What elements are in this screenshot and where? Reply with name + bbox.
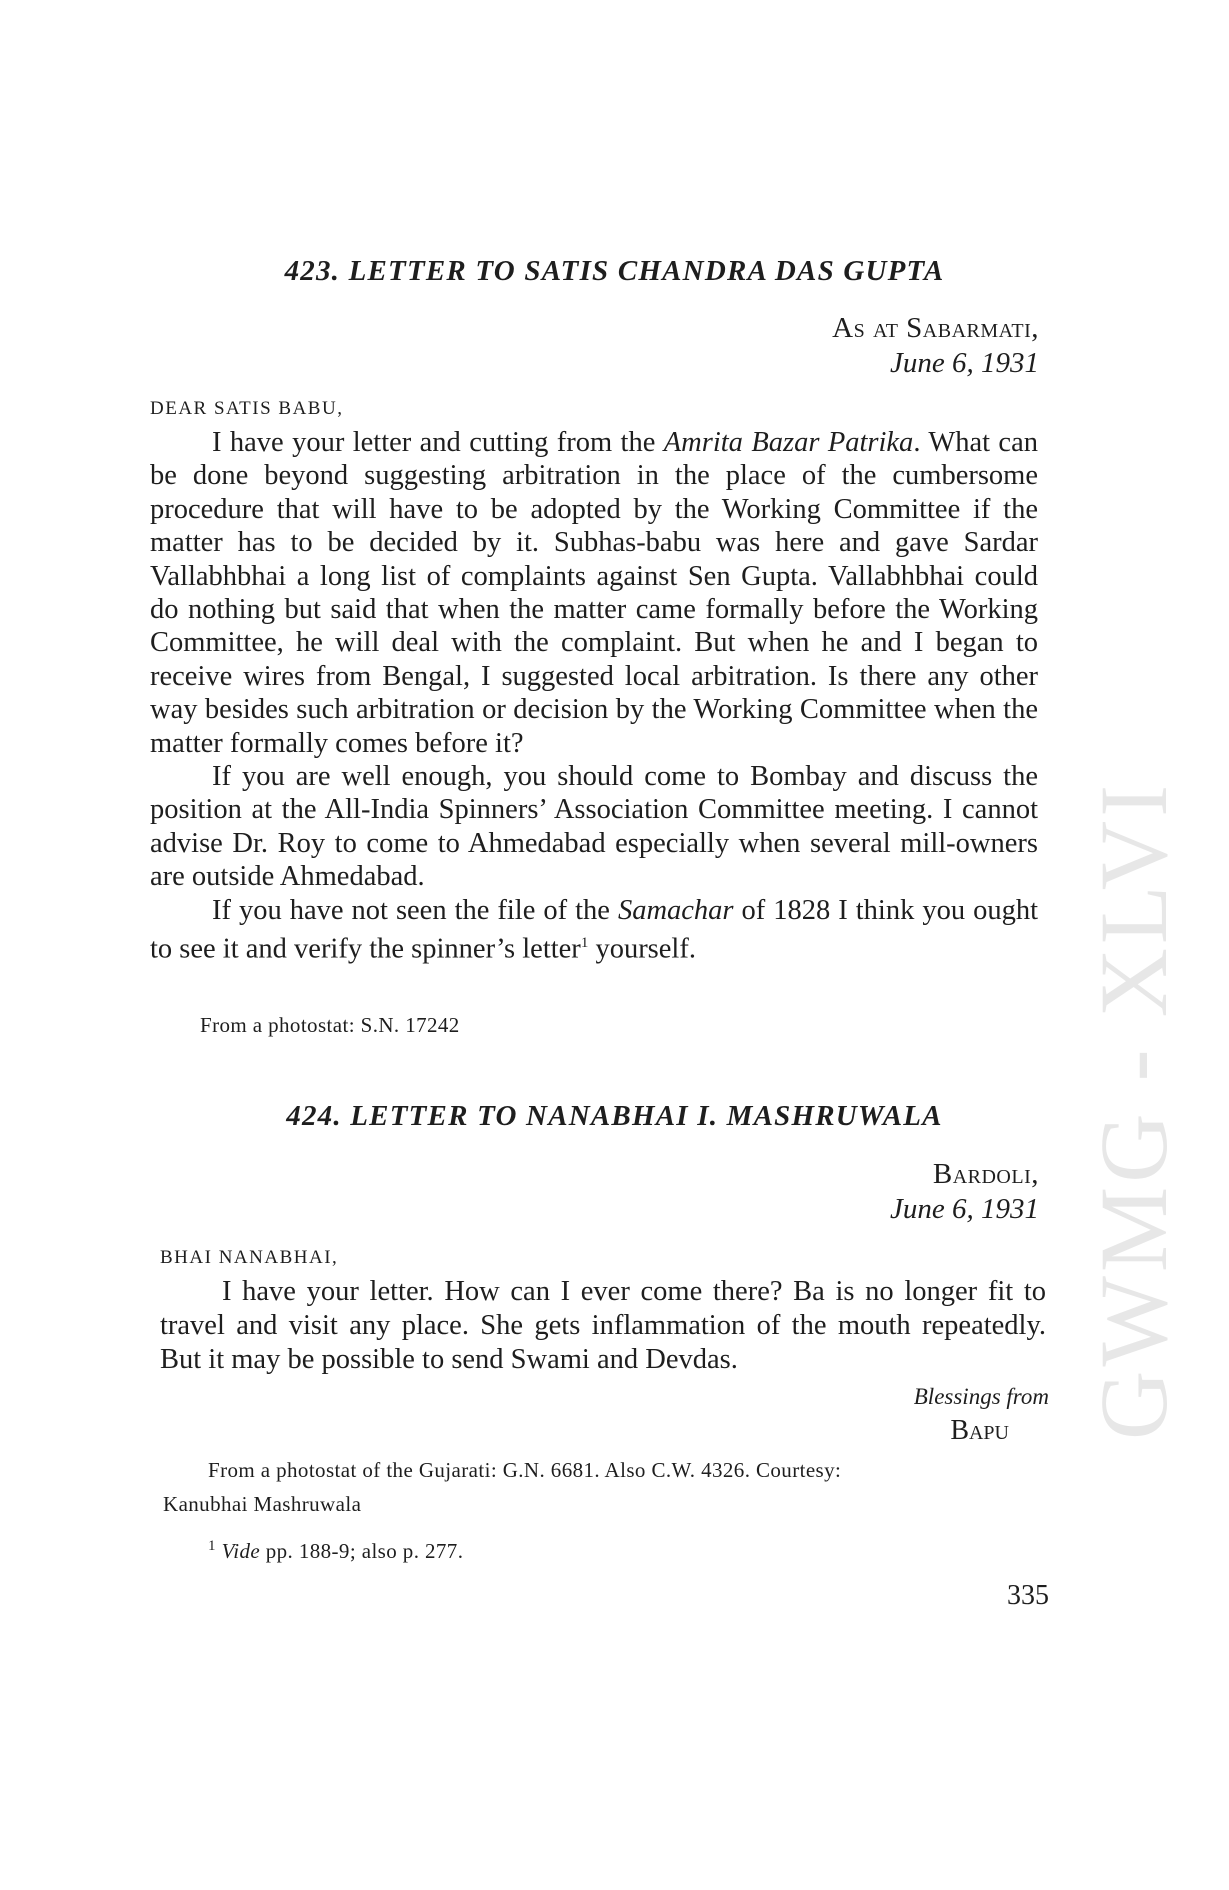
footnote-number: 1 [208, 1538, 216, 1554]
letter-424-heading: 424. LETTER TO NANABHAI I. MASHRUWALA [286, 1100, 943, 1132]
newspaper-title: Amrita Bazar Patrika [663, 427, 914, 458]
letter-423-paragraph-3: If you have not seen the file of the Samachar of 1828 I think you ought to see it and verify the spinner’s letter$^1$ yourself. [150, 894, 1038, 965]
letter-424-source-line-1: From a photostat of the Gujarati: G.N. 6681. Also C.W. 4326. Courtesy: [208, 1458, 842, 1482]
letter-424-source-line-2: Kanubhai Mashruwala [163, 1492, 362, 1516]
letter-423-paragraph-1: I have your letter and cutting from the Amrita Bazar Patrika. What can be done beyond suggesting arbitration in the place of the cumbersome procedure that will have to be adopted by the Working Committee if the matter has to be decided by it. Subhas-babu was here and gave Sardar Vallabhbhai a long list of complaints against Sen Gupta. Vallabhbhai could do nothing but said that when the matter came formally before the Working Committee, he will deal with the complaint. But when he and I began to receive wires from Bengal, I suggested local arbitration. Is there any other way besides such arbitration or decision by the Working Committee when the matter formally comes before it? [150, 427, 1038, 759]
letter-424-date: June 6, 1931 [890, 1193, 1039, 1225]
letter-424-paragraph-1: I have your letter. How can I ever come there? Ba is no longer fit to travel and visit any place. She gets inflammation of the mouth repeatedly. But it may be possible to send Swami and Devdas. [160, 1276, 1046, 1375]
letter-423-heading: 423. LETTER TO SATIS CHANDRA DAS GUPTA [284, 255, 945, 287]
letter-424-salutation: BHAI NANABHAI, [160, 1247, 339, 1268]
letter-423-date: June 6, 1931 [890, 347, 1039, 379]
letter-424-signature: Bapu [950, 1415, 1009, 1446]
footnote-marker: 1 [580, 935, 589, 952]
letter-423-body [150, 426, 1038, 966]
letter-423-source: From a photostat: S.N. 17242 [200, 1013, 460, 1037]
letter-424-body [160, 1275, 1046, 1377]
letter-424-closing: Blessings from [913, 1384, 1049, 1409]
letter-424-place: Bardoli, [932, 1158, 1039, 1190]
watermark: GWMG - XLVI [1080, 780, 1187, 1440]
letter-423-salutation: DEAR SATIS BABU, [150, 398, 344, 419]
letter-423-place: As at Sabarmati, [832, 312, 1039, 344]
letter-423-paragraph-2: If you are well enough, you should come to Bombay and discuss the position at the All-India Spinners’ Association Committee meeting. I cannot advise Dr. Roy to come to Ahmedabad especially when several mill-owners are outside Ahmedabad. [150, 761, 1038, 893]
page-number: 335 [1007, 1580, 1049, 1611]
footnote: $^1$ Vide pp. 188-9; also p. 277. [208, 1538, 464, 1563]
newspaper-title: Samachar [617, 894, 734, 926]
